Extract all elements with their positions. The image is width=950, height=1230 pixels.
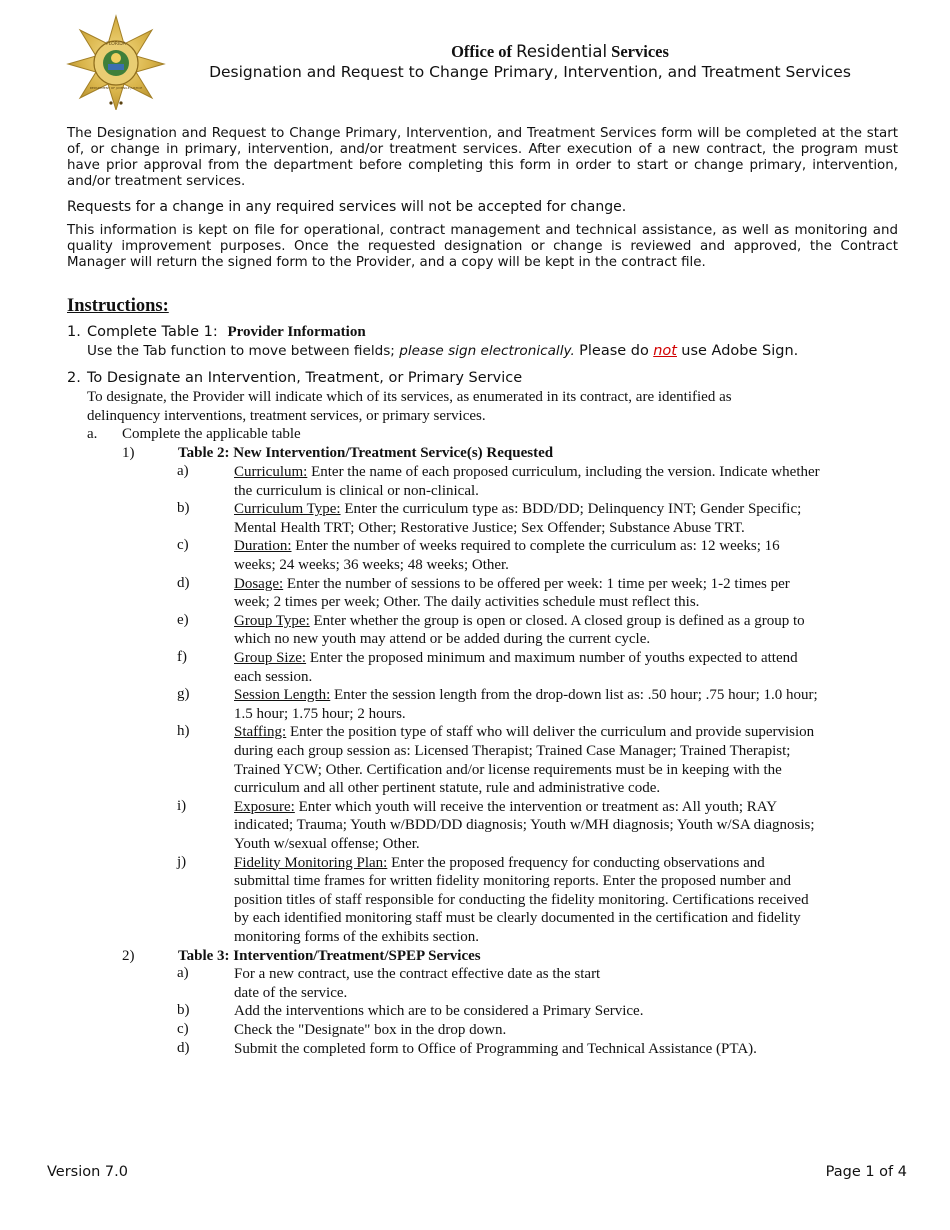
title-prefix: Office of	[451, 42, 513, 61]
table-2-item-line: submittal time frames for written fidelity monitoring reports. Enter the proposed number and	[234, 873, 791, 890]
step-2-body-2: delinquency interventions, treatment services, or primary services.	[87, 408, 486, 424]
table-2-item-letter: h)	[177, 723, 190, 740]
step-1-note-e: use Adobe Sign.	[681, 343, 799, 359]
form-subtitle: Designation and Request to Change Primary, Intervention, and Treatment Services	[209, 63, 851, 81]
table-2-item-text	[234, 500, 898, 537]
table-3-item-text	[234, 1002, 898, 1021]
step-1-note-c: Please do	[579, 343, 649, 359]
table-2-item-text	[234, 686, 898, 723]
intro-paragraph-2: Requests for a change in any required services will not be accepted for change.	[67, 199, 627, 215]
table-2-item-letter: j)	[177, 853, 187, 870]
table-2-item-letter: c)	[177, 537, 189, 554]
table-2-item-line: Enter the number of weeks required to complete the curriculum as: 12 weeks; 16	[291, 538, 780, 555]
table-2-item-text	[234, 575, 898, 612]
title-suffix: Services	[611, 42, 669, 61]
step-2-a-text: Complete the applicable table	[122, 426, 301, 442]
table-3-item-line: date of the service.	[234, 984, 348, 1001]
table-2-item-line: weeks; 24 weeks; 36 weeks; 48 weeks; Other.	[234, 556, 509, 573]
table-2-item-term: Duration:	[234, 538, 292, 555]
table-3-item-line: Add the interventions which are to be considered a Primary Service.	[234, 1003, 644, 1020]
table-2-item-line: Enter whether the group is open or closed. A closed group is defined as a group to	[309, 612, 805, 629]
table-2-title: Table 2: New Intervention/Treatment Service(s) Requested	[178, 445, 554, 461]
table-2-item-line: Enter the position type of staff who will deliver the curriculum and provide supervision	[286, 724, 815, 741]
table-2-number: 1)	[122, 445, 135, 461]
table-2-item-term: Curriculum Type:	[234, 501, 341, 518]
table-2-item-letter: i)	[177, 797, 187, 814]
table-2-item-term: Exposure:	[234, 798, 295, 815]
table-2-item-term: Group Type:	[234, 612, 310, 629]
table-2-item-line: Mental Health TRT; Other; Restorative Justice; Sex Offender; Substance Abuse TRT.	[234, 519, 745, 536]
step-1-note-b: please sign electronically.	[399, 343, 575, 359]
table-2-item-line: Enter which youth will receive the intervention or treatment as: All youth; RAY	[294, 798, 778, 815]
table-3-title: Table 3: Intervention/Treatment/SPEP Services	[178, 947, 481, 964]
table-2-item-line: Enter the session length from the drop-down list as: .50 hour; .75 hour; 1.0 hour;	[330, 687, 818, 704]
table-2-item-line: which no new youth may attend or be added during the current cycle.	[234, 631, 651, 648]
page-number: Page 1 of 4	[825, 1164, 907, 1180]
step-1-number: 1.	[67, 324, 81, 340]
table-3-item-text	[234, 965, 898, 1002]
intro-paragraph-1: The Designation and Request to Change Primary, Intervention, and Treatment Services form will be completed at the start of, or change in primary, intervention, and/or treatment services. After execution of a new contract, the program must have prior approval from the department before completing this form in order to start or change primary, intervention, and/or treatment services.	[67, 126, 898, 189]
table-3-item-line: For a new contract, use the contract effective date as the start	[234, 966, 601, 983]
table-2-item-text	[234, 612, 898, 649]
table-2-item-line: the curriculum is clinical or non-clinical.	[234, 482, 479, 499]
table-2-item-text	[234, 854, 898, 947]
step-2-title: To Designate an Intervention, Treatment, or Primary Service	[87, 370, 523, 386]
table-2-item-text	[234, 798, 898, 854]
table-2-item-line: position titles of staff responsible for conducting the fidelity monitoring. Certifications received	[234, 891, 809, 908]
table-2-item-line: indicated; Trauma; Youth w/BDD/DD diagnosis; Youth w/MH diagnosis; Youth w/SA diagnosis;	[234, 817, 815, 834]
table-2-item-line: 1.5 hour; 1.75 hour; 2 hours.	[234, 705, 406, 722]
table-2-item-line: Trained YCW; Other. Certification and/or license requirements must be in keeping with the	[234, 761, 782, 778]
step-1-lead: Complete Table 1:	[87, 324, 218, 340]
table-2-item-term: Fidelity Monitoring Plan:	[234, 854, 388, 871]
table-3-item-letter: d)	[177, 1039, 190, 1056]
table-2-item-letter: f)	[177, 649, 187, 665]
table-2-item-line: each session.	[234, 668, 313, 685]
office-title	[190, 42, 930, 62]
intro-paragraph-3: This information is kept on file for operational, contract management and technical assistance, as well as monitoring and quality improvement purposes. Once the requested designation or change is reviewed and approved, the Contract Manager will return the signed form to the Provider, and a copy will be kept in the contract file.	[67, 223, 898, 270]
table-3-item-line: Check the "Designate" box in the drop down.	[234, 1022, 507, 1038]
table-2-item-letter: d)	[177, 574, 190, 591]
department-seal-logo	[66, 14, 166, 110]
table-3-item-text	[234, 1040, 898, 1059]
table-2-item-text	[234, 463, 898, 500]
table-2-item-line: curriculum and all other pertinent statute, rule and administrative code.	[234, 780, 661, 797]
table-2-item-text	[234, 723, 898, 797]
table-2-item-line: monitoring forms of the exhibits section.	[234, 928, 479, 945]
table-2-item-line: Youth w/sexual offense; Other.	[234, 835, 420, 852]
title-middle: Residential	[516, 42, 608, 61]
step-2-body-1: To designate, the Provider will indicate which of its services, as enumerated in its contract, are identified as	[87, 389, 732, 405]
table-3-item-text	[234, 1021, 898, 1040]
table-2-item-term: Staffing:	[234, 724, 287, 741]
table-2-item-line: during each group session as: Licensed Therapist; Trained Case Manager; Trained Therapist;	[234, 742, 791, 759]
table-2-item-letter: g)	[177, 686, 190, 703]
table-2-item-term: Dosage:	[234, 575, 284, 592]
step-2-a-label: a.	[87, 426, 98, 442]
table-2-item-term: Session Length:	[234, 687, 331, 704]
table-2-item-term: Curriculum:	[234, 464, 308, 480]
table-3-item-letter: c)	[177, 1021, 189, 1037]
table-2-item-line: Enter the proposed minimum and maximum number of youths expected to attend	[306, 650, 798, 666]
table-2-item-letter: a)	[177, 463, 189, 479]
table-2-item-line: Enter the proposed frequency for conducting observations and	[387, 854, 765, 871]
table-3-item-letter: a)	[177, 965, 189, 982]
table-3-item-line: Submit the completed form to Office of Programming and Technical Assistance (PTA).	[234, 1040, 757, 1057]
table-2-item-letter: b)	[177, 500, 190, 517]
step-1-note-a: Use the Tab function to move between fields;	[87, 343, 395, 359]
step-2-number: 2.	[67, 370, 81, 386]
table-2-item-text	[234, 649, 898, 686]
table-2-item-line: Enter the number of sessions to be offered per week: 1 time per week; 1-2 times per	[283, 575, 790, 592]
table-2-item-term: Group Size:	[234, 650, 307, 666]
instructions-heading: Instructions:	[67, 296, 169, 316]
version-label: Version 7.0	[47, 1164, 128, 1180]
table-2-item-line: Enter the name of each proposed curriculum, including the version. Indicate whether	[307, 464, 820, 480]
table-3-number: 2)	[122, 947, 135, 964]
table-2-item-line: Enter the curriculum type as: BDD/DD; Delinquency INT; Gender Specific;	[340, 501, 802, 518]
table-2-item-text	[234, 537, 898, 574]
table-2-item-line: by each identified monitoring staff must be clearly documented in the certification and fidelity	[234, 910, 801, 927]
table-3-item-letter: b)	[177, 1002, 190, 1019]
table-2-item-letter: e)	[177, 611, 189, 628]
seal-banner-text: FLORIDA	[106, 42, 126, 47]
step-1-bold: Provider Information	[227, 324, 366, 340]
seal-ring-text: DEPARTMENT OF JUVENILE JUSTICE	[89, 86, 143, 90]
table-2-item-line: week; 2 times per week; Other. The daily activities schedule must reflect this.	[234, 594, 700, 611]
step-1-title	[87, 323, 366, 342]
step-1-note	[87, 342, 798, 361]
step-1-note-not: not	[653, 343, 677, 359]
